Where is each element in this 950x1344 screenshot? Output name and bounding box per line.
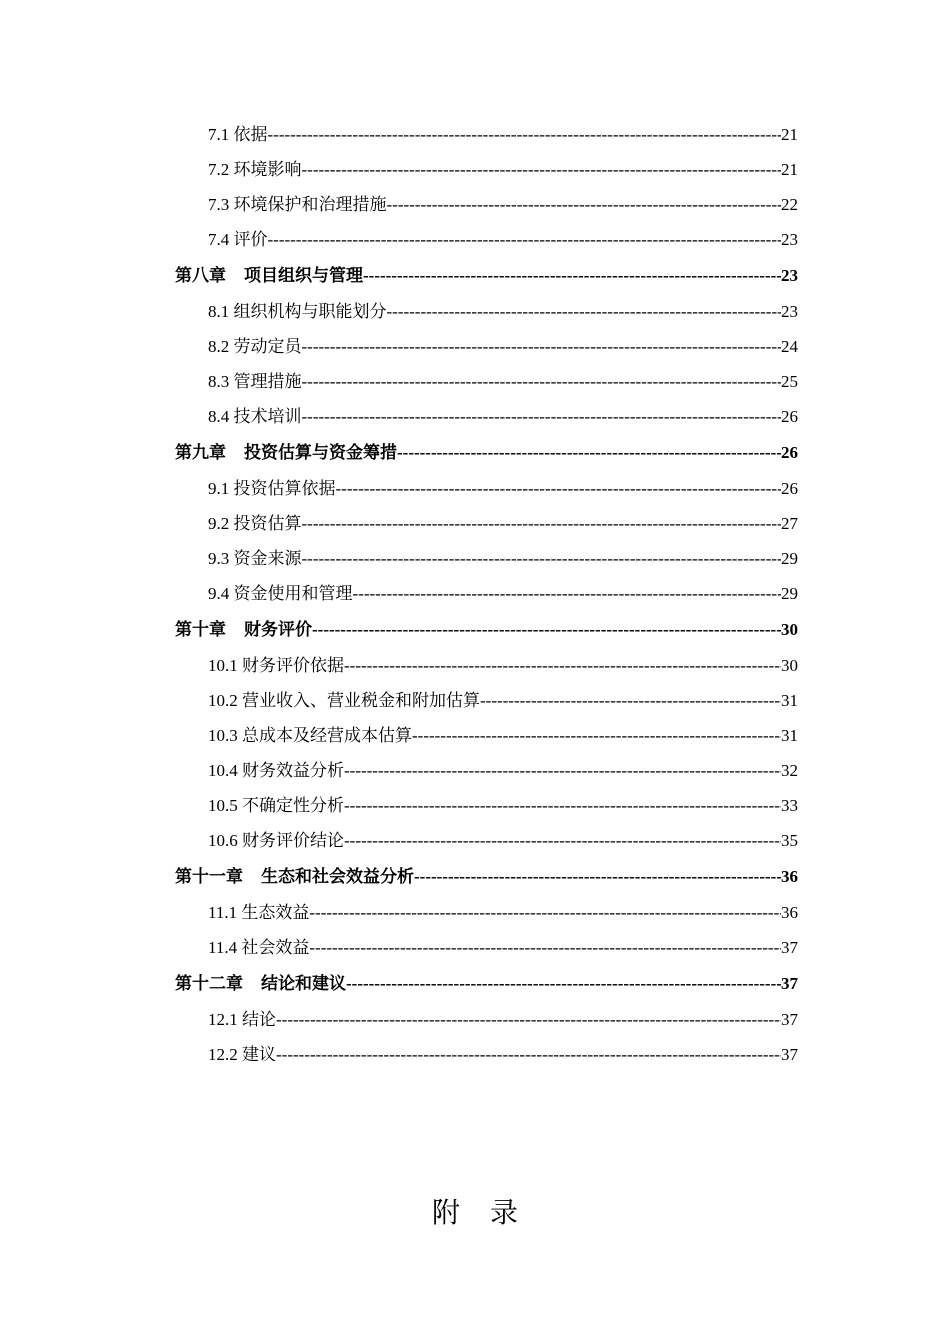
toc-entry-10-4[interactable]: [208, 753, 798, 788]
toc-entry-8-3[interactable]: [208, 364, 798, 399]
toc-chapter-title: [175, 257, 363, 294]
toc-entry-page: 26: [781, 407, 798, 426]
toc-entry-9-1[interactable]: [208, 471, 798, 506]
toc-leader-dots: [302, 399, 782, 434]
toc-chapter-number: 第九章: [175, 443, 226, 462]
toc-leader-dots: [346, 965, 781, 1002]
toc-entry-page: 32: [781, 761, 798, 780]
toc-chapter-title: [175, 434, 397, 471]
toc-entry-page: 24: [781, 337, 798, 356]
toc-chapter-page: 36: [781, 867, 798, 886]
toc-entry-title: 9.3 资金来源: [208, 549, 302, 568]
toc-chapter-number: 第十一章: [175, 867, 243, 886]
toc-chapter-name: 财务评价: [244, 620, 312, 639]
toc-entry-8-2[interactable]: [208, 329, 798, 364]
appendix-heading: 附录: [431, 1196, 548, 1229]
toc-entry-title: 12.2 建议: [208, 1045, 276, 1064]
toc-entry-page: 31: [781, 691, 798, 710]
toc-chapter-name: 投资估算与资金筹措: [244, 443, 397, 462]
toc-entry-page: 23: [781, 302, 798, 321]
toc-entry-page: 35: [781, 831, 798, 850]
toc-leader-dots: [414, 858, 781, 895]
toc-entry-title: 9.1 投资估算依据: [208, 479, 336, 498]
toc-entry-title: 10.3 总成本及经营成本估算: [208, 726, 412, 745]
toc-leader-dots: [268, 117, 782, 152]
toc-entry-title: 8.3 管理措施: [208, 372, 302, 391]
toc-leader-dots: [397, 434, 781, 471]
toc-entry-12-1[interactable]: [208, 1002, 798, 1037]
toc-entry-title: 10.5 不确定性分析: [208, 796, 344, 815]
table-of-contents: [0, 117, 950, 1072]
toc-entry-title: 7.2 环境影响: [208, 160, 302, 179]
toc-entry-page: 33: [781, 796, 798, 815]
toc-chapter-page: 37: [781, 974, 798, 993]
toc-leader-dots: [312, 611, 781, 648]
toc-leader-dots: [302, 329, 782, 364]
toc-chapter-12[interactable]: [175, 965, 798, 1002]
toc-leader-dots: [309, 895, 781, 930]
toc-entry-page: 36: [781, 903, 798, 922]
toc-entry-title: 7.3 环境保护和治理措施: [208, 195, 387, 214]
toc-entry-page: 23: [781, 230, 798, 249]
toc-entry-7-2[interactable]: [208, 152, 798, 187]
toc-entry-page: 37: [781, 938, 798, 957]
toc-leader-dots: [344, 753, 781, 788]
toc-entry-title: 10.2 营业收入、营业税金和附加估算: [208, 691, 480, 710]
toc-chapter-10[interactable]: [175, 611, 798, 648]
toc-chapter-9[interactable]: [175, 434, 798, 471]
toc-entry-title: 9.2 投资估算: [208, 514, 302, 533]
toc-entry-page: 21: [781, 125, 798, 144]
toc-chapter-number: 第十二章: [175, 974, 243, 993]
toc-entry-title: 10.6 财务评价结论: [208, 831, 344, 850]
toc-entry-title: 8.1 组织机构与职能划分: [208, 302, 387, 321]
toc-entry-title: 11.1 生态效益: [208, 903, 310, 922]
toc-entry-page: 26: [781, 479, 798, 498]
toc-entry-title: 10.1 财务评价依据: [208, 656, 344, 675]
toc-entry-10-1[interactable]: [208, 648, 798, 683]
toc-entry-10-5[interactable]: [208, 788, 798, 823]
toc-entry-9-2[interactable]: [208, 506, 798, 541]
toc-leader-dots: [268, 222, 782, 257]
toc-chapter-page: 30: [781, 620, 798, 639]
toc-entry-7-1[interactable]: [208, 117, 798, 152]
toc-entry-page: 37: [781, 1045, 798, 1064]
toc-entry-page: 27: [781, 514, 798, 533]
toc-entry-11-1[interactable]: [208, 895, 798, 930]
toc-entry-title: 11.4 社会效益: [208, 938, 310, 957]
toc-entry-11-4[interactable]: [208, 930, 798, 965]
toc-entry-page: 21: [781, 160, 798, 179]
toc-chapter-8[interactable]: [175, 257, 798, 294]
toc-chapter-title: [175, 965, 346, 1002]
toc-chapter-11[interactable]: [175, 858, 798, 895]
toc-leader-dots: [276, 1037, 781, 1072]
toc-entry-page: 25: [781, 372, 798, 391]
toc-chapter-name: 生态和社会效益分析: [261, 867, 414, 886]
toc-chapter-page: 26: [781, 443, 798, 462]
toc-entry-8-1[interactable]: [208, 294, 798, 329]
toc-entry-title: 8.4 技术培训: [208, 407, 302, 426]
toc-entry-page: 37: [781, 1010, 798, 1029]
toc-leader-dots: [309, 930, 781, 965]
toc-leader-dots: [276, 1002, 781, 1037]
toc-entry-7-3[interactable]: [208, 187, 798, 222]
toc-chapter-title: [175, 611, 312, 648]
toc-entry-8-4[interactable]: [208, 399, 798, 434]
toc-leader-dots: [387, 187, 782, 222]
toc-entry-page: 30: [781, 656, 798, 675]
toc-leader-dots: [344, 823, 781, 858]
toc-entry-9-4[interactable]: [208, 576, 798, 611]
toc-leader-dots: [302, 152, 782, 187]
toc-chapter-name: 项目组织与管理: [244, 266, 363, 285]
toc-chapter-title: [175, 858, 414, 895]
toc-chapter-page: 23: [781, 266, 798, 285]
toc-leader-dots: [363, 257, 781, 294]
toc-leader-dots: [480, 683, 781, 718]
toc-chapter-number: 第十章: [175, 620, 226, 639]
toc-entry-title: 8.2 劳动定员: [208, 337, 302, 356]
toc-leader-dots: [353, 576, 782, 611]
toc-entry-page: 29: [781, 549, 798, 568]
toc-entry-12-2[interactable]: [208, 1037, 798, 1072]
toc-entry-title: 12.1 结论: [208, 1010, 276, 1029]
toc-entry-7-4[interactable]: [208, 222, 798, 257]
toc-entry-10-2[interactable]: [208, 683, 798, 718]
toc-chapter-number: 第八章: [175, 266, 226, 285]
toc-leader-dots: [387, 294, 782, 329]
toc-leader-dots: [302, 364, 782, 399]
toc-leader-dots: [302, 506, 782, 541]
toc-leader-dots: [336, 471, 782, 506]
toc-leader-dots: [302, 541, 782, 576]
toc-chapter-name: 结论和建议: [261, 974, 346, 993]
toc-leader-dots: [344, 648, 781, 683]
toc-entry-9-3[interactable]: [208, 541, 798, 576]
toc-entry-10-6[interactable]: [208, 823, 798, 858]
toc-entry-title: 10.4 财务效益分析: [208, 761, 344, 780]
toc-entry-title: 7.1 依据: [208, 125, 268, 144]
toc-leader-dots: [344, 788, 781, 823]
toc-entry-page: 22: [781, 195, 798, 214]
toc-leader-dots: [412, 718, 781, 753]
toc-entry-page: 29: [781, 584, 798, 603]
toc-entry-title: 7.4 评价: [208, 230, 268, 249]
toc-entry-title: 9.4 资金使用和管理: [208, 584, 353, 603]
toc-entry-page: 31: [781, 726, 798, 745]
toc-entry-10-3[interactable]: [208, 718, 798, 753]
